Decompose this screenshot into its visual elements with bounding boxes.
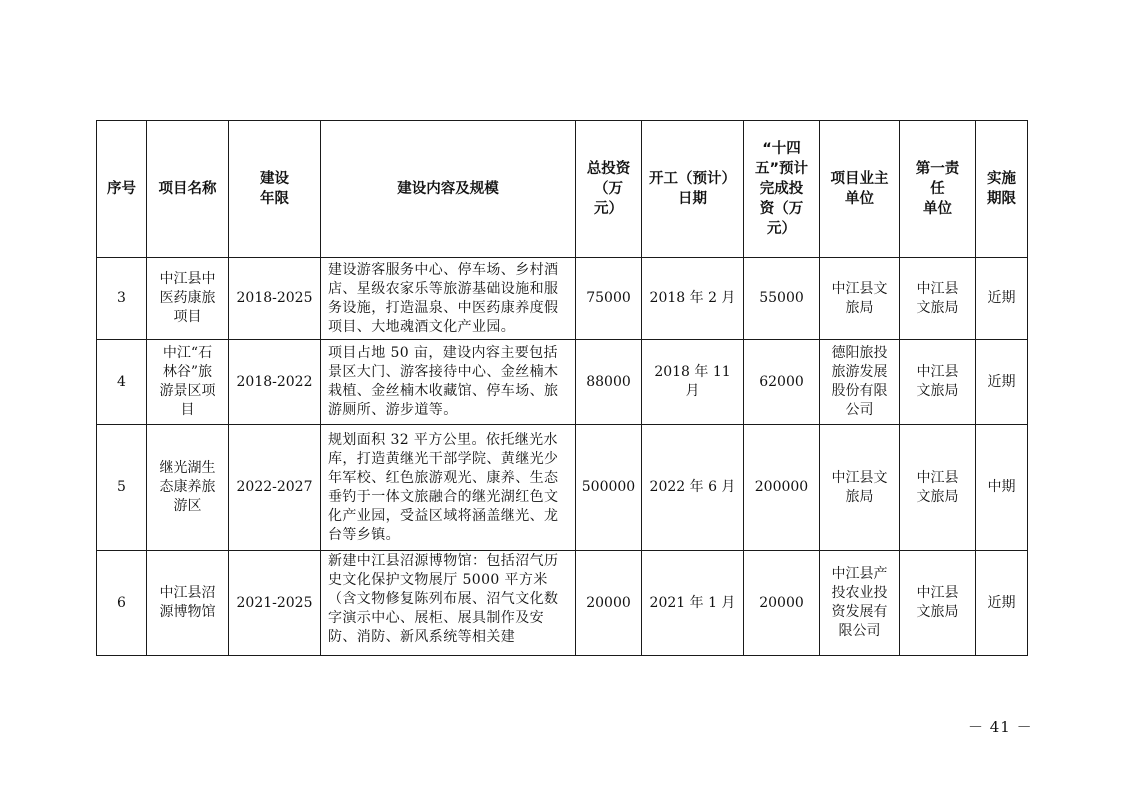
cell-seq: 3: [97, 258, 147, 340]
cell-owner: 中江县文 旅局: [820, 425, 900, 551]
header-start: 开工（预计） 日期: [642, 121, 744, 258]
header-investment: 总投资 （万 元）: [576, 121, 642, 258]
cell-responsible: 中江县 文旅局: [900, 425, 976, 551]
table-row: [97, 425, 1028, 551]
cell-owner: 中江县产 投农业投 资发展有 限公司: [820, 551, 900, 656]
cell-start: 2018 年 2 月: [642, 258, 744, 340]
cell-name: 中江县中 医药康旅 项目: [147, 258, 229, 340]
cell-seq: 6: [97, 551, 147, 656]
cell-investment: 88000: [576, 340, 642, 425]
cell-seq: 5: [97, 425, 147, 551]
cell-plan-invest: 55000: [744, 258, 820, 340]
cell-name: 中江“石 林谷”旅 游景区项 目: [147, 340, 229, 425]
cell-content: 新建中江县沼源博物馆：包括沼气历史文化保护文物展厅 5000 平方米（含文物修复陈列布展、沼气文化数字演示中心、展柜、展具制作及安防、消防、新风系统等相关建: [321, 551, 576, 656]
cell-name: 继光湖生 态康养旅 游区: [147, 425, 229, 551]
cell-owner: 中江县文 旅局: [820, 258, 900, 340]
header-content: 建设内容及规模: [321, 121, 576, 258]
cell-investment: 20000: [576, 551, 642, 656]
cell-owner: 德阳旅投 旅游发展 股份有限 公司: [820, 340, 900, 425]
header-period: 建设 年限: [229, 121, 321, 258]
cell-responsible: 中江县 文旅局: [900, 258, 976, 340]
header-name: 项目名称: [147, 121, 229, 258]
cell-start: 2021 年 1 月: [642, 551, 744, 656]
cell-plan-invest: 200000: [744, 425, 820, 551]
cell-responsible: 中江县 文旅局: [900, 551, 976, 656]
cell-phase: 近期: [976, 551, 1028, 656]
header-phase: 实施 期限: [976, 121, 1028, 258]
cell-content: 项目占地 50 亩，建设内容主要包括景区大门、游客接待中心、金丝楠木栽植、金丝楠木收藏馆、停车场、旅游厕所、游步道等。: [321, 340, 576, 425]
cell-name: 中江县沼 源博物馆: [147, 551, 229, 656]
cell-phase: 中期: [976, 425, 1028, 551]
cell-phase: 近期: [976, 340, 1028, 425]
cell-seq: 4: [97, 340, 147, 425]
cell-phase: 近期: [976, 258, 1028, 340]
cell-responsible: 中江县 文旅局: [900, 340, 976, 425]
table-row: [97, 551, 1028, 656]
header-owner: 项目业主 单位: [820, 121, 900, 258]
header-responsible: 第一责 任 单位: [900, 121, 976, 258]
cell-investment: 500000: [576, 425, 642, 551]
cell-plan-invest: 20000: [744, 551, 820, 656]
cell-start: 2022 年 6 月: [642, 425, 744, 551]
header-plan-invest: “十四 五”预计 完成投 资（万 元）: [744, 121, 820, 258]
table-row: [97, 340, 1028, 425]
cell-investment: 75000: [576, 258, 642, 340]
table-header-row: [97, 121, 1028, 258]
header-seq: 序号: [97, 121, 147, 258]
cell-start: 2018 年 11 月: [642, 340, 744, 425]
cell-period: 2021-2025: [229, 551, 321, 656]
cell-content: 建设游客服务中心、停车场、乡村酒店、星级农家乐等旅游基础设施和服务设施，打造温泉、中医药康养度假项目、大地魂酒文化产业园。: [321, 258, 576, 340]
cell-period: 2022-2027: [229, 425, 321, 551]
page-number: － 41 －: [968, 718, 1033, 736]
cell-period: 2018-2022: [229, 340, 321, 425]
cell-period: 2018-2025: [229, 258, 321, 340]
cell-content: 规划面积 32 平方公里。依托继光水库，打造黄继光干部学院、黄继光少年军校、红色旅游观光、康养、生态垂钓于一体文旅融合的继光湖红色文化产业园，受益区域将涵盖继光、龙台等乡镇。: [321, 425, 576, 551]
cell-plan-invest: 62000: [744, 340, 820, 425]
project-table: [96, 120, 1028, 656]
table-row: [97, 258, 1028, 340]
